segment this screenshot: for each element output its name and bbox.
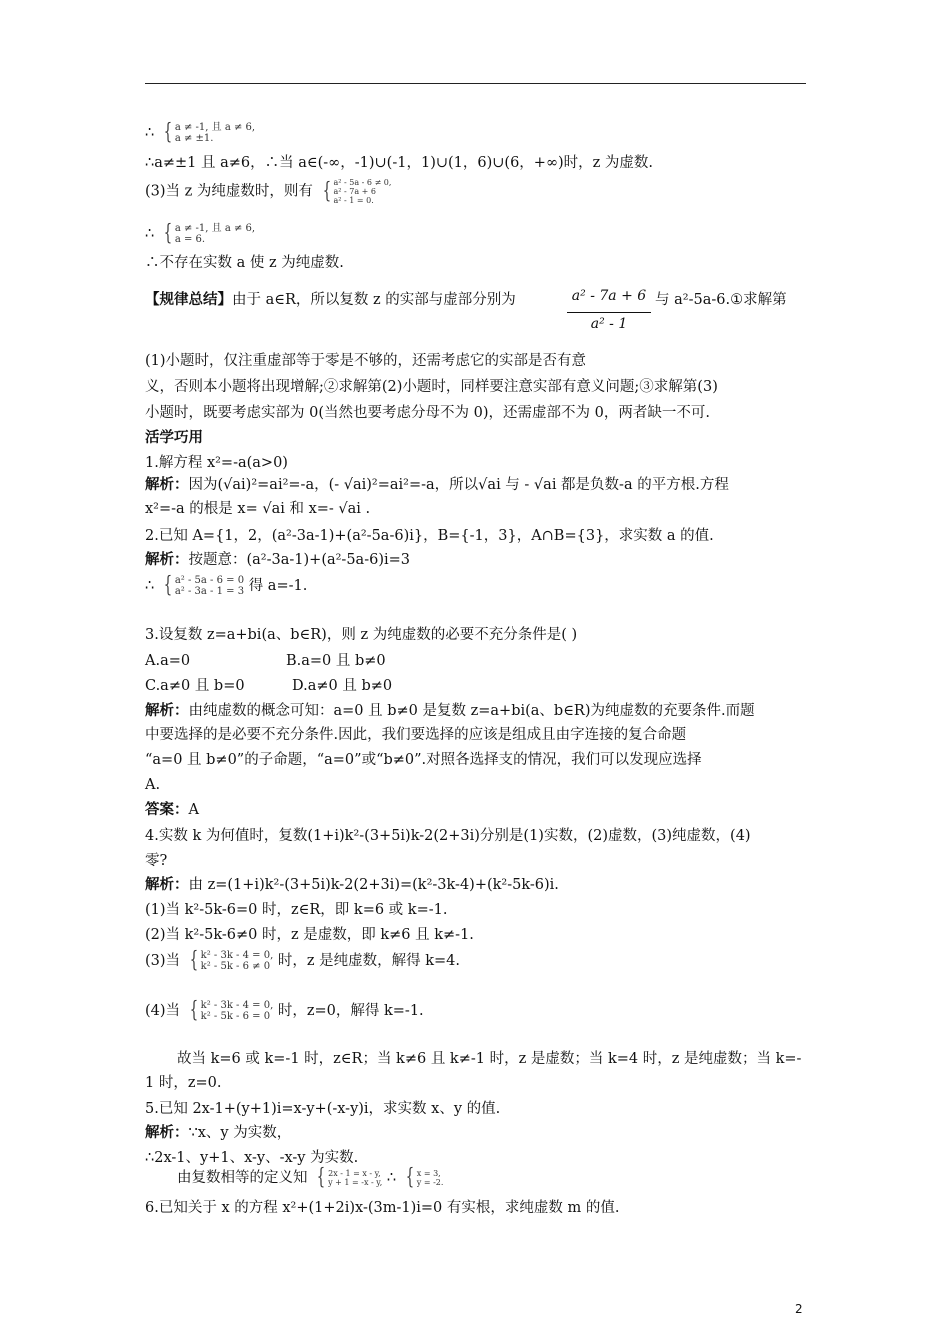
question-4-conclusion-2: 1 时，z=0. bbox=[145, 1075, 222, 1091]
analysis-label: 解析： bbox=[145, 551, 189, 568]
summary-fraction-denominator: a² - 1 bbox=[590, 316, 628, 332]
section-title: 活学巧用 bbox=[145, 429, 203, 446]
equation-system: { a² - 5a - 6 = 0 a² - 3a - 1 = 3 bbox=[163, 573, 245, 598]
summary-heading: 【规律总结】 bbox=[145, 291, 232, 308]
question-4: 4.实数 k 为何值时，复数(1+i)k²-(3+5i)k-2(2+3i)分别是(1)实数，(2)虚数，(3)纯虚数，(4) bbox=[145, 828, 751, 844]
question-2-analysis: 解析：按题意：(a²-3a-1)+(a²-5a-6)i=3 bbox=[145, 551, 410, 568]
fraction-bar bbox=[567, 312, 651, 313]
therefore-symbol: ∴ bbox=[145, 125, 155, 141]
question-3-analysis: 解析：由纯虚数的概念可知：a=0 且 b≠0 是复数 z=a+bi(a、b∈R)为纯虚数的充要条件.而题 bbox=[145, 702, 755, 719]
equation-system: { x = 3, y = -2. bbox=[405, 1165, 444, 1190]
question-4-case-2: (2)当 k²-5k-6≠0 时，z 是虚数，即 k≠6 且 k≠-1. bbox=[145, 927, 474, 943]
question-4-conclusion: 故当 k=6 或 k=-1 时，z∈R；当 k≠6 且 k≠-1 时，z 是虚数；当 k=4 时，z 是纯虚数；当 k=- bbox=[177, 1051, 802, 1067]
option-c: C.a≠0 且 b=0 bbox=[145, 678, 245, 694]
summary-fraction-numerator: a² - 7a + 6 bbox=[571, 288, 647, 304]
summary-line-1: 【规律总结】由于 a∈R，所以复数 z 的实部与虚部分别为 bbox=[145, 291, 516, 308]
line-2: ∴a≠±1 且 a≠6，∴当 a∈(-∞，-1)∪(-1，1)∪(1，6)∪(6，+∞)时，z 为虚数. bbox=[145, 155, 654, 171]
equation-system: { a ≠ -1, 且 a ≠ 6, a = 6. bbox=[163, 221, 256, 246]
equation-system: { k² - 3k - 4 = 0, k² - 5k - 6 = 0 bbox=[189, 998, 274, 1023]
line-5: ∴不存在实数 a 使 z 为纯虚数. bbox=[145, 255, 344, 271]
analysis-label: 解析： bbox=[145, 702, 189, 719]
answer-label: 答案： bbox=[145, 801, 189, 818]
question-3: 3.设复数 z=a+bi(a、b∈R)，则 z 为纯虚数的必要不充分条件是( ) bbox=[145, 627, 578, 643]
summary-line-4: 小题时，既要考虑实部为 0(当然也要考虑分母不为 0)，还需虚部不为 0，两者缺一不可. bbox=[145, 405, 710, 421]
question-4-case-1: (1)当 k²-5k-6=0 时，z∈R，即 k=6 或 k=-1. bbox=[145, 902, 448, 918]
question-4-2: 零? bbox=[145, 853, 168, 869]
header-rule bbox=[145, 83, 806, 84]
option-b: B.a=0 且 b≠0 bbox=[286, 653, 386, 669]
line-4: ∴ { a ≠ -1, 且 a ≠ 6, a = 6. bbox=[145, 221, 256, 246]
question-3-analysis-3: “a=0 且 b≠0”的子命题，“a=0”或“b≠0”.对照各选择支的情况，我们可以发现应选择 bbox=[145, 752, 702, 768]
analysis-label: 解析： bbox=[145, 876, 189, 893]
line-1 bbox=[145, 122, 255, 144]
equation-system: { a² - 5a - 6 ≠ 0, a² - 7a + 6 a² - 1 = 0. bbox=[322, 178, 392, 205]
question-2: 2.已知 A={1，2，(a²-3a-1)+(a²-5a-6)i}，B={-1，3}，A∩B={3}，求实数 a 的值. bbox=[145, 528, 714, 544]
summary-line-1-tail: 与 a²-5a-6.①求解第 bbox=[655, 292, 787, 308]
question-5-analysis-3: 由复数相等的定义知 { 2x - 1 = x - y, y + 1 = -x - y, ∴ { x = 3, y = -2. bbox=[177, 1165, 444, 1190]
question-5-analysis-2: ∴2x-1、y+1、x-y、-x-y 为实数. bbox=[145, 1150, 359, 1166]
summary-line-2: (1)小题时，仅注重虚部等于零是不够的，还需考虑它的实部是否有意 bbox=[145, 353, 587, 369]
question-4-analysis: 解析：由 z=(1+i)k²-(3+5i)k-2(2+3i)=(k²-3k-4)+(k²-5k-6)i. bbox=[145, 876, 559, 893]
analysis-label: 解析： bbox=[145, 476, 189, 493]
question-1-analysis-2: x²=-a 的根是 x= √ai 和 x=- √ai . bbox=[145, 501, 371, 517]
equation-system: { k² - 3k - 4 = 0, k² - 5k - 6 ≠ 0 bbox=[189, 948, 274, 973]
analysis-label: 解析： bbox=[145, 1124, 189, 1141]
question-4-case-3: (3)当 { k² - 3k - 4 = 0, k² - 5k - 6 ≠ 0 时，z 是纯虚数，解得 k=4. bbox=[145, 948, 461, 973]
question-3-analysis-4: A. bbox=[145, 777, 161, 793]
question-2-system: ∴ { a² - 5a - 6 = 0 a² - 3a - 1 = 3 得 a=-1. bbox=[145, 573, 308, 598]
question-5-analysis: 解析：∵x、y 为实数， bbox=[145, 1124, 292, 1141]
question-3-analysis-2: 中要选择的是必要不充分条件.因此，我们要选择的应该是组成且由字连接的复合命题 bbox=[145, 727, 687, 743]
option-a: A.a=0 bbox=[145, 653, 191, 669]
question-1-analysis: 解析：因为(√ai)²=ai²=-a，(- √ai)²=ai²=-a，所以√ai 与 - √ai 都是负数-a 的平方根.方程 bbox=[145, 476, 729, 493]
question-1: 1.解方程 x²=-a(a>0) bbox=[145, 455, 288, 471]
summary-line-3: 义，否则本小题将出现增解;②求解第(2)小题时，同样要注意实部有意义问题;③求解第(3) bbox=[145, 379, 718, 395]
question-6: 6.已知关于 x 的方程 x²+(1+2i)x-(3m-1)i=0 有实根，求纯虚数 m 的值. bbox=[145, 1200, 620, 1216]
line-3: (3)当 z 为纯虚数时，则有 { a² - 5a - 6 ≠ 0, a² - 7a + 6 a² - 1 = 0. bbox=[145, 178, 392, 205]
question-4-case-4: (4)当 { k² - 3k - 4 = 0, k² - 5k - 6 = 0 时，z=0，解得 k=-1. bbox=[145, 998, 424, 1023]
equation-system: { 2x - 1 = x - y, y + 1 = -x - y, bbox=[316, 1165, 383, 1190]
question-5: 5.已知 2x-1+(y+1)i=x-y+(-x-y)i，求实数 x、y 的值. bbox=[145, 1101, 501, 1117]
option-d: D.a≠0 且 b≠0 bbox=[292, 678, 393, 694]
question-3-answer: 答案：A bbox=[145, 801, 199, 818]
page-number: 2 bbox=[795, 1302, 803, 1316]
equation-system: { a ≠ -1, 且 a ≠ 6, a ≠ ±1. bbox=[163, 120, 256, 145]
